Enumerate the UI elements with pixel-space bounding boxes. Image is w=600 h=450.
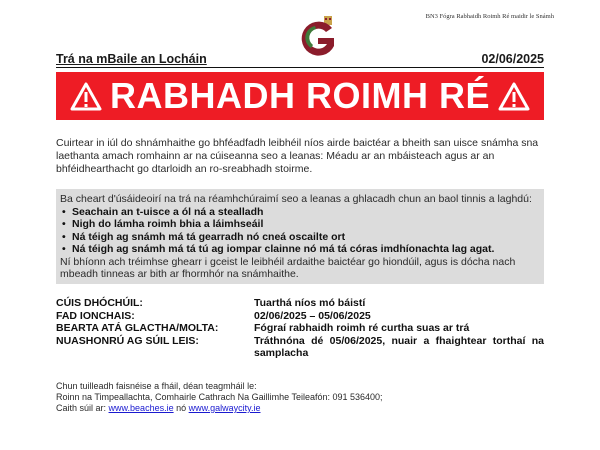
info-value: 02/06/2025 – 05/06/2025 bbox=[254, 309, 371, 322]
info-label: BEARTA ATÁ GLACTHA/MOLTA: bbox=[56, 322, 219, 334]
warning-triangle-icon bbox=[498, 82, 530, 111]
contact-block bbox=[56, 381, 544, 414]
info-table bbox=[56, 297, 544, 360]
notice-date: 02/06/2025 bbox=[481, 52, 544, 66]
link-joiner: nó bbox=[176, 403, 187, 413]
banner-title: RABHADH ROIMH RÉ bbox=[110, 75, 490, 116]
info-row-cause bbox=[56, 297, 544, 310]
galwaycity-link[interactable]: www.galwaycity.ie bbox=[188, 403, 261, 413]
info-row-duration bbox=[56, 310, 544, 323]
info-value: Tráthnóna dé 05/06/2025, nuair a fhaightear torthaí na samplacha bbox=[254, 334, 544, 359]
warning-triangle-icon bbox=[70, 82, 102, 111]
advice-box bbox=[56, 189, 544, 284]
info-value: Fógraí rabhaidh roimh ré curtha suas ar trá bbox=[254, 322, 470, 334]
contact-intro: Chun tuilleadh faisnéise a fháil, déan teagmháil le: bbox=[56, 381, 257, 391]
beaches-link[interactable]: www.beaches.ie bbox=[108, 403, 174, 413]
advice-lead: Ba cheart d'úsáideoirí na trá na réamhchúraimí seo a leanas a ghlacadh chun an baol tinnis a laghdú: bbox=[60, 193, 532, 205]
contact-links-prefix: Caith súil ar: bbox=[56, 403, 107, 413]
contact-phone: Roinn na Timpeallachta, Comhairle Cathrach Na Gaillimhe Teileafón: 091 536400; bbox=[56, 392, 383, 402]
advice-item: • Nigh do lámha roimh bhia a láimhseáil bbox=[60, 218, 540, 231]
title-row bbox=[56, 52, 544, 68]
warning-banner bbox=[56, 72, 544, 120]
advice-item: • Ná téigh ag snámh má tá tú ag iompar clainne nó má tá córas imdhíonachta lag agat. bbox=[60, 243, 540, 256]
info-label: FAD IONCHAIS: bbox=[56, 309, 135, 322]
intro-paragraph: Cuirtear in iúl do shnámhaithe go bhféadfadh leibhéil níos airde baictéar a bheith san uisce snámha sna laethanta amach romhainn ar na cúiseanna seo a leanas: Méadu ar an mbáisteach agus ar an bhféidhearthacht go dtarloidh an ro-sreabhadh stoirme. bbox=[56, 137, 539, 175]
info-row-measures bbox=[56, 322, 544, 335]
info-label: CÚIS DHÓCHÚIL: bbox=[56, 297, 143, 309]
beach-name: Trá na mBaile an Locháin bbox=[56, 52, 207, 66]
document-reference: BN3 Fógra Rabhaidh Roimh Ré maidir le Snámh bbox=[425, 13, 554, 20]
advice-item: • Ná téigh ag snámh má tá gearradh nó cneá oscailte ort bbox=[60, 231, 540, 244]
info-label: NUASHONRÚ AG SÚIL LEIS: bbox=[56, 334, 199, 347]
advice-list bbox=[60, 206, 540, 256]
contact-links bbox=[56, 403, 544, 414]
advice-item: • Seachain an t-uisce a ól ná a stealladh bbox=[60, 206, 540, 219]
info-value: Tuarthá níos mó báistí bbox=[254, 297, 366, 309]
advice-closing: Ní bhíonn ach tréimhse ghearr i gceist le leibhéil ardaithe baictéar go hiondúil, agus is dócha nach mbeadh tinneas ar bith ar fhormhór na snámhaithe. bbox=[60, 255, 516, 280]
info-row-update bbox=[56, 335, 544, 360]
